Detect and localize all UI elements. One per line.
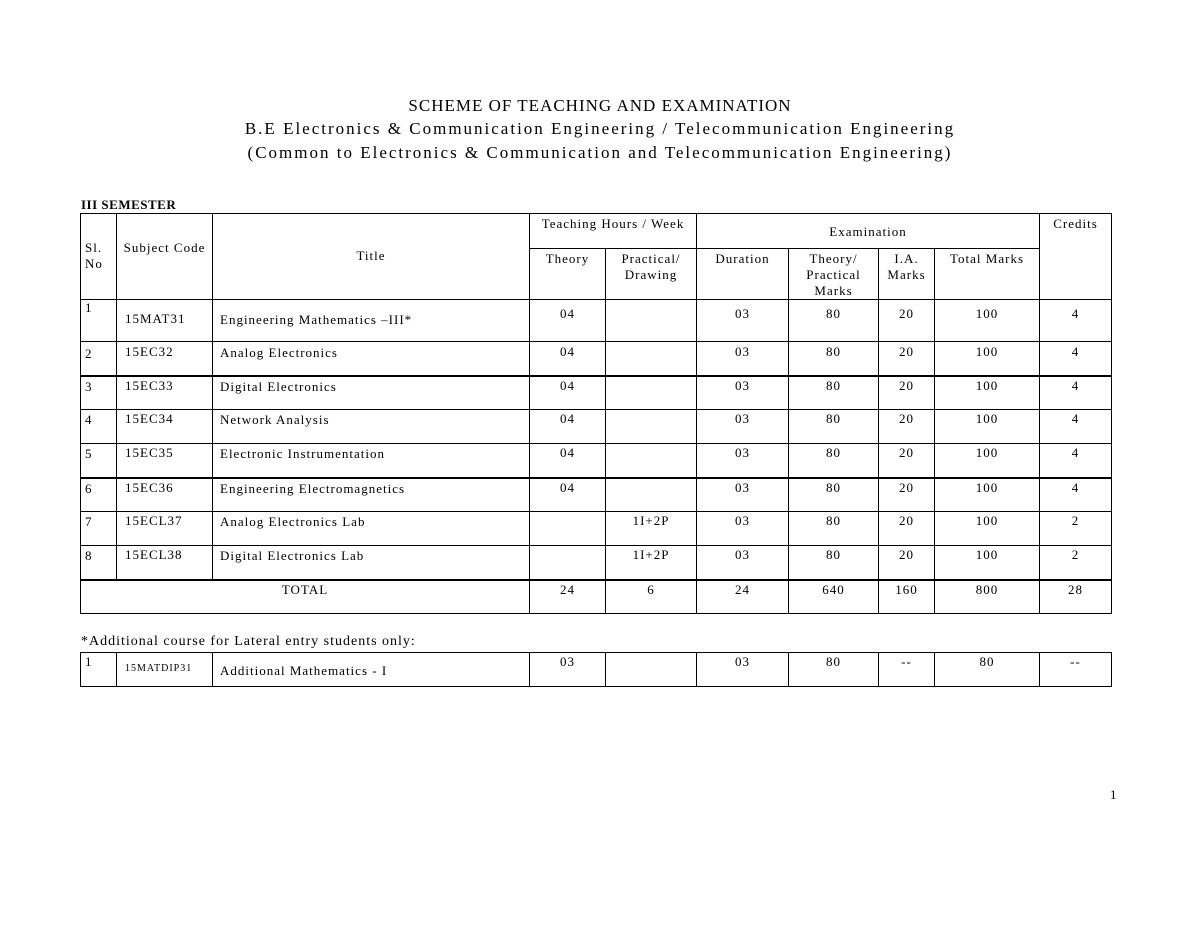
sl-cell: 6 — [81, 478, 117, 512]
practical-cell — [606, 478, 697, 512]
duration-cell: 03 — [697, 300, 789, 342]
total-cell: 100 — [935, 410, 1040, 444]
code-cell: 15MAT31 — [117, 300, 213, 342]
theory-cell — [530, 546, 606, 580]
tp-marks-cell: 80 — [789, 410, 879, 444]
code-cell: 15MATDIP31 — [117, 653, 213, 687]
code-cell: 15ECL38 — [117, 546, 213, 580]
teaching-hours-header: Teaching Hours / Week — [530, 214, 697, 249]
duration-cell: 03 — [697, 376, 789, 410]
title-cell: Analog Electronics Lab — [213, 512, 530, 546]
document-subtitle: B.E Electronics & Communication Engineering / Telecommunication Engineering — [244, 119, 956, 138]
theory-cell: 04 — [530, 376, 606, 410]
credits-cell: 2 — [1040, 546, 1112, 580]
table-row — [81, 300, 1112, 342]
theory-cell: 04 — [530, 444, 606, 478]
total-row — [81, 580, 1112, 614]
theory-cell: 04 — [530, 478, 606, 512]
scheme-table — [80, 213, 1112, 614]
total-credits: 28 — [1040, 580, 1112, 614]
credits-cell: 2 — [1040, 512, 1112, 546]
duration-cell: 03 — [697, 410, 789, 444]
practical-cell — [606, 376, 697, 410]
tp-marks-cell: 80 — [789, 546, 879, 580]
practical-cell — [606, 300, 697, 342]
duration-cell: 03 — [697, 342, 789, 376]
total-duration: 24 — [697, 580, 789, 614]
table-row — [81, 512, 1112, 546]
code-cell: 15EC35 — [117, 444, 213, 478]
sl-cell: 3 — [81, 376, 117, 410]
tp-marks-cell: 80 — [789, 512, 879, 546]
practical-cell: 1I+2P — [606, 512, 697, 546]
theory-practical-marks-header: Theory/ Practical Marks — [789, 249, 879, 300]
tp-marks-cell: 80 — [789, 342, 879, 376]
duration-header: Duration — [697, 249, 789, 300]
table-row — [81, 444, 1112, 478]
sl-cell: 1 — [81, 300, 117, 342]
table-row — [81, 342, 1112, 376]
theory-cell: 04 — [530, 342, 606, 376]
sl-cell: 2 — [81, 342, 117, 376]
ia-cell: 20 — [879, 546, 935, 580]
sl-cell: 1 — [81, 653, 117, 687]
semester-label: III SEMESTER — [81, 197, 177, 212]
ia-cell: 20 — [879, 300, 935, 342]
ia-cell: 20 — [879, 376, 935, 410]
ia-cell: 20 — [879, 342, 935, 376]
sl-cell: 7 — [81, 512, 117, 546]
ia-cell: -- — [879, 653, 935, 687]
total-tp-marks: 640 — [789, 580, 879, 614]
ia-marks-header: I.A. Marks — [879, 249, 935, 300]
ia-cell: 20 — [879, 410, 935, 444]
table-row — [81, 478, 1112, 512]
total-cell: 100 — [935, 512, 1040, 546]
credits-cell: 4 — [1040, 300, 1112, 342]
title-cell: Digital Electronics — [213, 376, 530, 410]
tp-marks-cell: 80 — [789, 478, 879, 512]
table-row — [81, 376, 1112, 410]
ia-cell: 20 — [879, 512, 935, 546]
document-title: SCHEME OF TEACHING AND EXAMINATION — [408, 96, 792, 115]
ia-cell: 20 — [879, 478, 935, 512]
examination-header: Examination — [697, 214, 1040, 249]
practical-cell — [606, 342, 697, 376]
practical-cell: 1I+2P — [606, 546, 697, 580]
total-cell: 100 — [935, 546, 1040, 580]
code-cell: 15EC34 — [117, 410, 213, 444]
page-number: 1 — [1110, 787, 1117, 802]
ia-cell: 20 — [879, 444, 935, 478]
code-cell: 15EC36 — [117, 478, 213, 512]
total-marks-header: Total Marks — [935, 249, 1040, 300]
additional-table — [80, 652, 1112, 687]
duration-cell: 03 — [697, 478, 789, 512]
total-ia: 160 — [879, 580, 935, 614]
code-cell: 15EC32 — [117, 342, 213, 376]
total-cell: 100 — [935, 444, 1040, 478]
tp-marks-cell: 80 — [789, 653, 879, 687]
title-cell: Additional Mathematics - I — [213, 653, 530, 687]
duration-cell: 03 — [697, 653, 789, 687]
total-cell: 100 — [935, 376, 1040, 410]
tp-marks-cell: 80 — [789, 300, 879, 342]
table-row — [81, 653, 1112, 687]
title-cell: Digital Electronics Lab — [213, 546, 530, 580]
table-row — [81, 410, 1112, 444]
credits-cell: 4 — [1040, 342, 1112, 376]
table-row — [81, 546, 1112, 580]
total-marks: 800 — [935, 580, 1040, 614]
document-subtitle-note: (Common to Electronics & Communication and Telecommunication Engineering) — [247, 143, 953, 162]
title-cell: Network Analysis — [213, 410, 530, 444]
title-cell: Electronic Instrumentation — [213, 444, 530, 478]
duration-cell: 03 — [697, 444, 789, 478]
sl-no-header: Sl. No — [81, 214, 117, 300]
credits-cell: -- — [1040, 653, 1112, 687]
duration-cell: 03 — [697, 546, 789, 580]
credits-cell: 4 — [1040, 478, 1112, 512]
code-cell: 15EC33 — [117, 376, 213, 410]
theory-cell: 04 — [530, 410, 606, 444]
practical-cell — [606, 444, 697, 478]
practical-cell — [606, 653, 697, 687]
theory-cell: 03 — [530, 653, 606, 687]
sl-cell: 5 — [81, 444, 117, 478]
code-cell: 15ECL37 — [117, 512, 213, 546]
total-theory: 24 — [530, 580, 606, 614]
total-cell: 100 — [935, 478, 1040, 512]
theory-cell: 04 — [530, 300, 606, 342]
total-cell: 100 — [935, 342, 1040, 376]
subject-code-header: Subject Code — [117, 214, 213, 300]
credits-cell: 4 — [1040, 410, 1112, 444]
theory-cell — [530, 512, 606, 546]
total-cell: 100 — [935, 300, 1040, 342]
sl-cell: 4 — [81, 410, 117, 444]
practical-cell — [606, 410, 697, 444]
title-cell: Analog Electronics — [213, 342, 530, 376]
credits-cell: 4 — [1040, 376, 1112, 410]
title-header: Title — [213, 214, 530, 300]
title-cell: Engineering Electromagnetics — [213, 478, 530, 512]
total-cell: 80 — [935, 653, 1040, 687]
practical-header: Practical/ Drawing — [606, 249, 697, 300]
lateral-entry-note: *Additional course for Lateral entry students only: — [81, 634, 416, 649]
title-cell: Engineering Mathematics –III* — [213, 300, 530, 342]
sl-cell: 8 — [81, 546, 117, 580]
credits-header: Credits — [1040, 214, 1112, 300]
tp-marks-cell: 80 — [789, 376, 879, 410]
total-label: TOTAL — [81, 580, 530, 614]
duration-cell: 03 — [697, 512, 789, 546]
theory-header: Theory — [530, 249, 606, 300]
header-row-1 — [81, 214, 1112, 249]
tp-marks-cell: 80 — [789, 444, 879, 478]
total-practical: 6 — [606, 580, 697, 614]
credits-cell: 4 — [1040, 444, 1112, 478]
